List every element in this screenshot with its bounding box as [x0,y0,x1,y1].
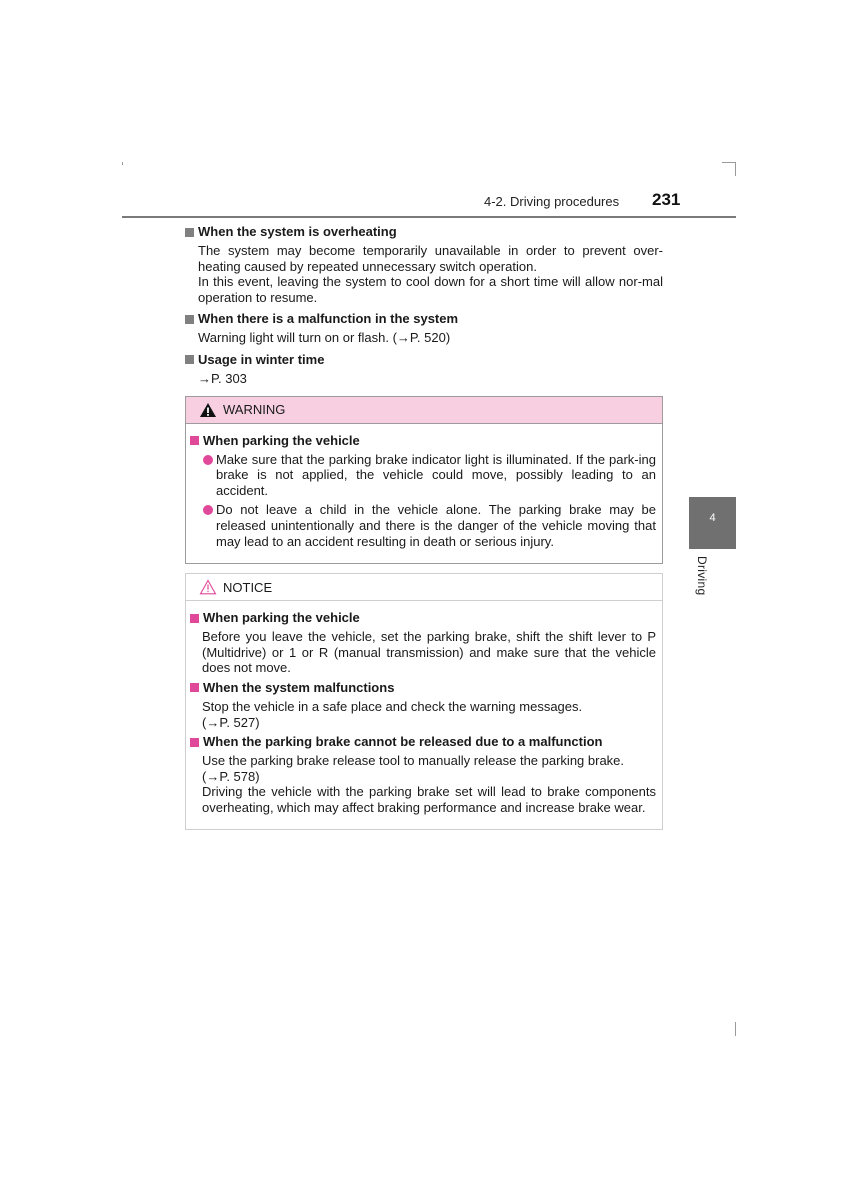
notice-heading: When the system malfunctions [190,680,656,696]
header-rule [122,216,736,218]
crop-mark-top-right-h [722,162,736,163]
warning-triangle-icon [199,402,217,418]
square-bullet-icon [185,228,194,237]
crop-mark-top-right-v [735,162,736,176]
notice-heading: When parking the vehicle [190,610,656,626]
notice-label: NOTICE [223,579,273,595]
section-body: →P. 303 [198,370,247,386]
chapter-tab-label: Driving [695,556,709,596]
square-bullet-icon [185,315,194,324]
notice-body: Use the parking brake release tool to manually release the parking brake. (→P. 578) Driving the vehicle with the parking brake set will lead to brake components overheating, which may affect braking performance and increase brake wear. [202,753,656,815]
warning-label: WARNING [223,402,286,418]
notice-heading: When the parking brake cannot be released due to a malfunction [190,734,656,750]
warning-box-body [186,424,662,564]
square-bullet-icon [190,738,199,747]
notice-box [185,573,663,830]
chapter-tab [689,497,736,549]
crop-mark-top-left [122,162,123,165]
warning-heading: When parking the vehicle [190,433,656,449]
square-bullet-icon [185,355,194,364]
notice-body: Before you leave the vehicle, set the parking brake, shift the shift lever to P (Multidrive) or 1 or R (manual transmission) and make sure that the vehicle does not move. [202,629,656,676]
warning-box-header [186,397,662,424]
section-heading: When the system is overheating [185,224,663,240]
list-item: Make sure that the parking brake indicator light is illuminated. If the park-ing brake is not applied, the vehicle could move, possibly leading to an accident. [203,452,656,499]
section-body: Warning light will turn on or flash. (→P. 520) [198,330,451,346]
list-item: Do not leave a child in the vehicle alone. The parking brake may be released unintentionally and there is the danger of the vehicle moving that may lead to an accident resulting in death or serious injury. [203,502,656,549]
notice-box-body [186,601,662,829]
notice-body: Stop the vehicle in a safe place and check the warning messages. (→P. 527) [202,698,583,730]
page-number: 231 [652,190,681,209]
section-heading: Usage in winter time [185,352,663,368]
square-bullet-icon [190,436,199,445]
crop-mark-bottom-right [735,1022,736,1036]
circle-bullet-icon [203,505,213,515]
warning-box [185,396,663,565]
square-bullet-icon [190,683,199,692]
chapter-tab-number: 4 [709,512,716,524]
notice-triangle-icon [199,579,217,595]
main-content [185,224,663,830]
circle-bullet-icon [203,455,213,465]
square-bullet-icon [190,614,199,623]
notice-box-header [186,574,662,601]
section-body: The system may become temporarily unavailable in order to prevent over-heating caused by repeated unnecessary switch operation. In this event, leaving the system to cool down for a short time will allow nor-mal operation to resume. [198,243,663,305]
section-heading: When there is a malfunction in the system [185,311,663,327]
header-section-title: 4-2. Driving procedures [484,194,620,209]
